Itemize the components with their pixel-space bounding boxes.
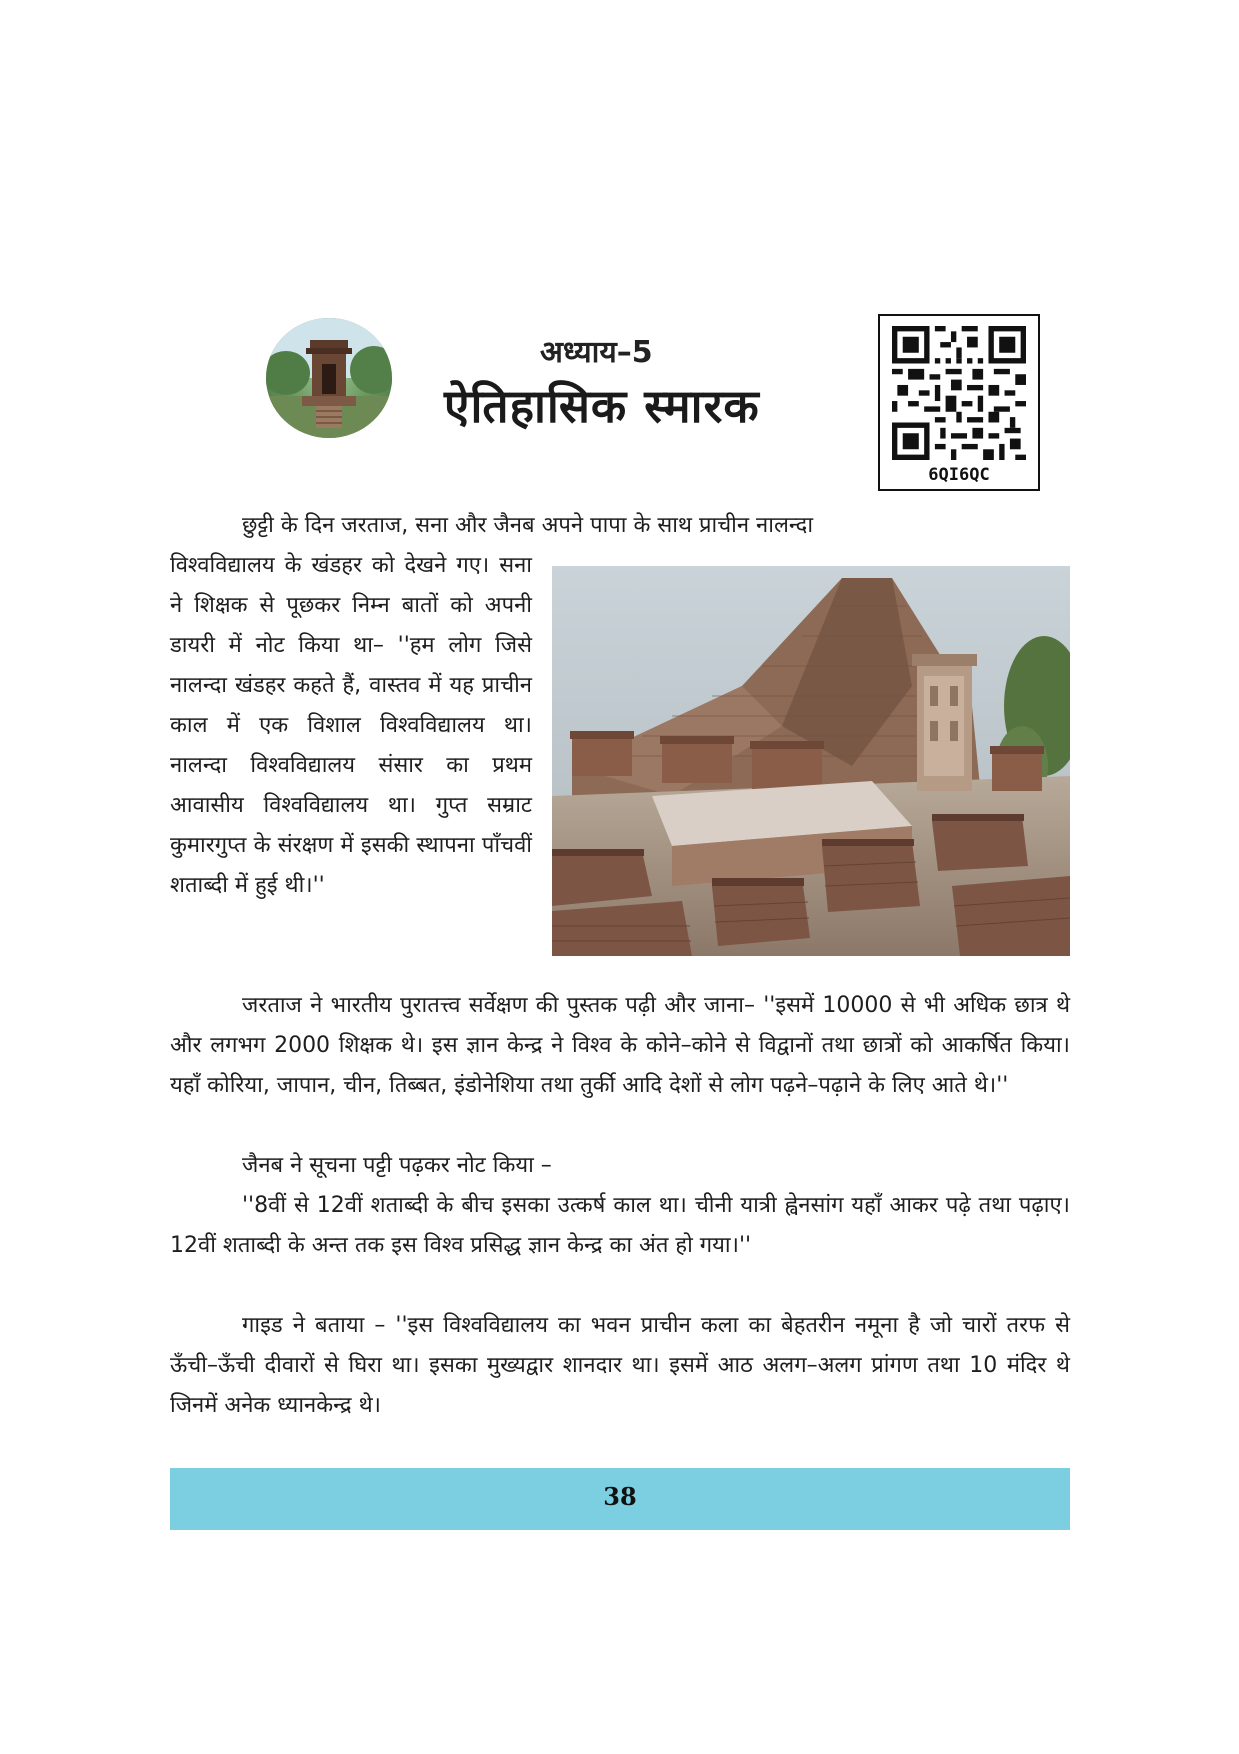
footer-bar [170, 1468, 1070, 1530]
qr-code-text: 6QI6QC [928, 465, 990, 485]
temple-emblem-icon [266, 318, 392, 438]
qr-code-icon [892, 326, 1026, 460]
page-number: 38 [603, 1482, 637, 1511]
paragraph-1-wrapped: विश्वविद्यालय के खंडहर को देखने गए। सना ने शिक्षक से पूछकर निम्न बातों को अपनी डायरी में नोट किया था– ''हम लोग जिसे नालन्दा खंडहर कहते हैं, वास्तव में यह प्राचीन काल में एक विशाल विश्वविद्यालय था। नालन्दा विश्वविद्यालय संसार का प्रथम आवासीय विश्वविद्यालय था। गुप्त सम्राट कुमारगुप्त के संरक्षण में इसकी स्थापना पाँचवीं शताब्दी में हुई थी।'' [170, 553, 532, 898]
paragraph-4: ''8वीं से 12वीं शताब्दी के बीच इसका उत्कर्ष काल था। चीनी यात्री ह्वेनसांग यहाँ आकर पढ़े तथा पढ़ाए। 12वीं शताब्दी के अन्त तक इस विश्व प्रसिद्ध ज्ञान केन्द्र का अंत हो गया।'' [170, 1193, 1070, 1258]
paragraph-3: जैनब ने सूचना पट्टी पढ़कर नोट किया – [242, 1153, 552, 1178]
paragraph-5: गाइड ने बताया – ''इस विश्वविद्यालय का भवन प्राचीन कला का बेहतरीन नमूना है जो चारों तरफ से ऊँची–ऊँची दीवारों से घिरा था। इसका मुख्यद्वार शानदार था। इसमें आठ अलग–अलग प्रांगण तथा 10 मंदिर थे जिनमें अनेक ध्यानकेन्द्र थे। [170, 1313, 1070, 1418]
paragraph-1-first-line: छुट्टी के दिन जरताज, सना और जैनब अपने पापा के साथ प्राचीन नालन्दा [242, 513, 814, 538]
chapter-label: अध्याय–5 [540, 335, 653, 370]
paragraph-2: जरताज ने भारतीय पुरातत्त्व सर्वेक्षण की पुस्तक पढ़ी और जाना– ''इसमें 10000 से भी अधिक छात्र थे और लगभग 2000 शिक्षक थे। इस ज्ञान केन्द्र ने विश्व के कोने–कोने से विद्वानों तथा छात्रों को आकर्षित किया। यहाँ कोरिया, जापान, चीन, तिब्बत, इंडोनेशिया तथा तुर्की आदि देशों से लोग पढ़ने–पढ़ाने के लिए आते थे।'' [170, 993, 1070, 1098]
qr-code-box[interactable] [878, 314, 1040, 491]
nalanda-ruins-photo [552, 566, 1070, 956]
chapter-title: ऐतिहासिक स्मारक [444, 379, 760, 433]
